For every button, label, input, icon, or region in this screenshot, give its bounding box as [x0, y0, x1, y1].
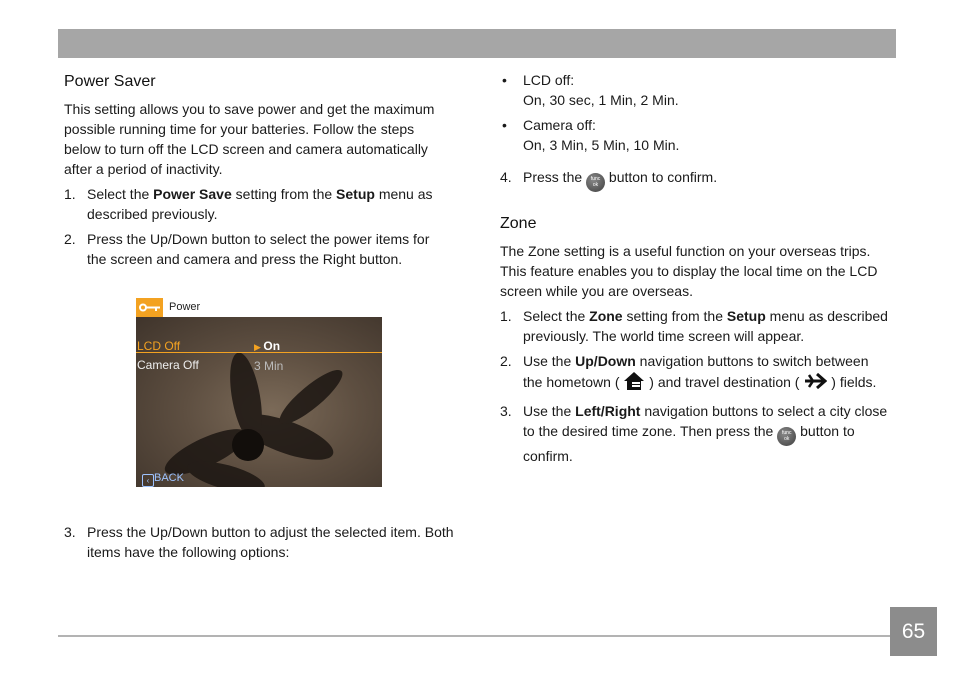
zone-intro: The Zone setting is a useful function on your overseas trips. This feature enables you to display the local time on the LCD screen while you are overseas. [500, 243, 878, 299]
camera-off-value: 3 Min [254, 359, 284, 373]
step-text: Use the [523, 353, 576, 369]
step-4 [500, 167, 890, 192]
bullet-camera-off [500, 115, 890, 155]
bullet-label: LCD off: [523, 72, 575, 88]
menu-item-zone: Zone [589, 308, 623, 324]
ok-label: ok [784, 436, 790, 442]
step-text: button to confirm. [523, 423, 855, 464]
menu-setup: Setup [726, 308, 766, 324]
bullet-label: Camera off: [523, 117, 596, 133]
step-1 [64, 184, 444, 224]
page-number: 65 [890, 607, 937, 656]
airplane-icon [803, 371, 827, 396]
step-number: 2. [64, 231, 76, 247]
lcd-off-value [254, 336, 280, 357]
screen-header [136, 298, 382, 317]
zone-step-2 [500, 351, 890, 396]
func-ok-button-icon [586, 173, 605, 192]
bullet-lcd-off [500, 70, 890, 110]
up-down-label: Up/Down [575, 353, 636, 369]
menu-item-lcd-off: LCD Off [137, 339, 181, 353]
step-text: Select the [87, 186, 154, 202]
home-icon [623, 371, 645, 396]
menu-setup: Setup [336, 186, 375, 202]
back-label: BACK [154, 472, 184, 484]
step-text: navigation buttons to select a city close to the desired time zone. Then press the [523, 403, 888, 439]
step-text: Use the [523, 403, 576, 419]
zone-step-1 [500, 306, 890, 346]
header-bar [58, 29, 896, 58]
step-text: Select the [523, 308, 590, 324]
step-number: 1. [500, 308, 512, 324]
step-text: Press the [523, 169, 587, 185]
func-label: func [590, 176, 601, 182]
step-text: setting from the [231, 186, 337, 202]
func-ok-button-icon [777, 427, 796, 446]
ok-label: ok [592, 182, 599, 188]
func-label: func [782, 430, 792, 436]
section-title-power-saver: Power Saver [64, 73, 156, 90]
back-hint [142, 468, 184, 487]
left-right-label: Left/Right [575, 403, 641, 419]
back-icon: ‹ [142, 474, 154, 487]
menu-item-power-save: Power Save [153, 186, 232, 202]
step-number: 3. [500, 403, 512, 419]
wrench-tab-icon [136, 298, 163, 317]
step-text: menu as described previously. The world time screen will appear. [523, 308, 888, 344]
step-number: 2. [500, 353, 512, 369]
bullet-options: On, 30 sec, 1 Min, 2 Min. [523, 92, 679, 108]
step-text: button to confirm. [605, 169, 718, 185]
power-saver-intro: This setting allows you to save power and get the maximum possible running time for your batteries. Follow the steps below to turn off the LCD screen and camera automatically after a period of inactivity. [64, 101, 435, 177]
step-text: setting from the [622, 308, 727, 324]
menu-item-camera-off: Camera Off [137, 358, 199, 372]
bullet-dot: • [502, 117, 507, 133]
bullet-options: On, 3 Min, 5 Min, 10 Min. [523, 137, 680, 153]
camera-power-screen [136, 298, 382, 487]
section-title-zone: Zone [500, 215, 537, 232]
step-text: menu as described previously. [87, 186, 433, 222]
right-column [500, 70, 890, 466]
footer-rule [58, 635, 890, 637]
lcd-off-value-text: On [263, 339, 281, 353]
step-text: Press the Up/Down button to select the power items for the screen and camera and press the Right button. [87, 231, 430, 267]
step-number: 4. [500, 169, 512, 185]
step-3 [64, 522, 467, 562]
step-number: 3. [64, 524, 76, 540]
step-2 [64, 229, 444, 269]
step-text: ) and travel destination ( [645, 374, 804, 390]
step-text: Press the Up/Down button to adjust the selected item. Both items have the following options: [87, 524, 454, 560]
bullet-dot: • [502, 72, 507, 88]
step-text: navigation buttons to switch between the hometown ( [523, 353, 869, 390]
step-number: 1. [64, 186, 76, 202]
step-text: ) fields. [827, 374, 877, 390]
arrow-right-icon: ▶ [254, 342, 264, 352]
zone-step-3 [500, 401, 890, 466]
screen-title: Power [169, 301, 201, 313]
